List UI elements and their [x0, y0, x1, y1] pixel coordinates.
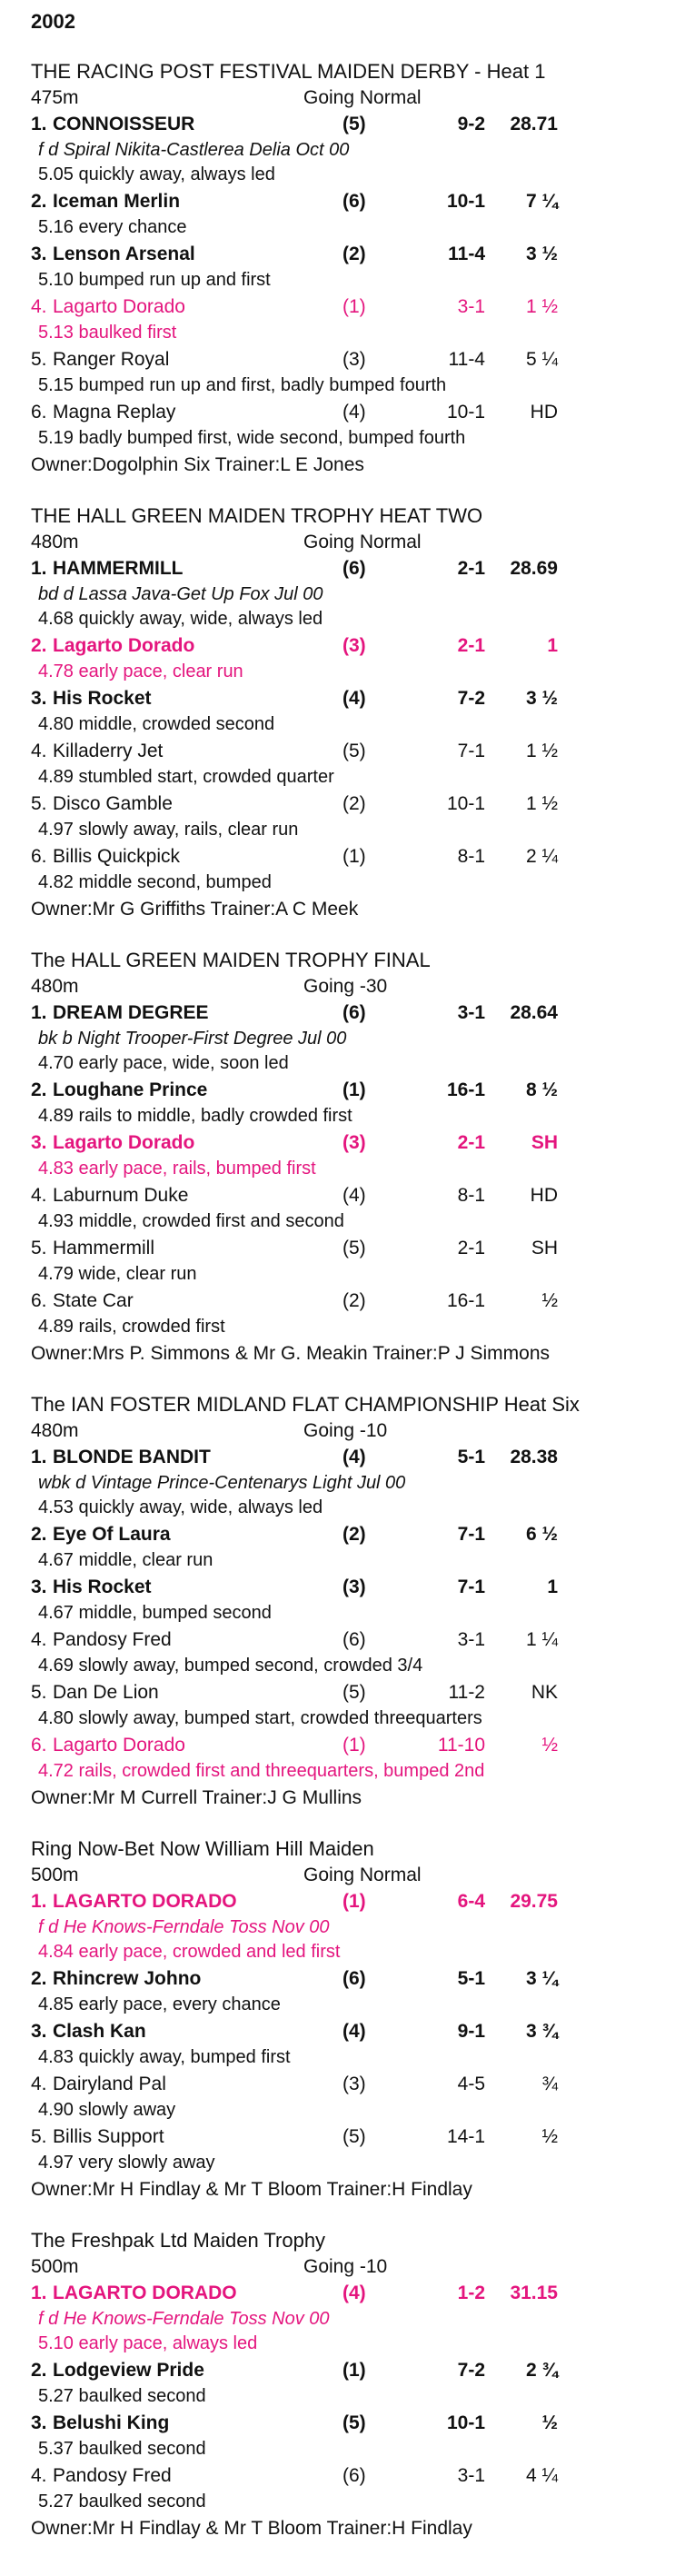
starting-price: 9-1 [457, 2021, 485, 2042]
race-title: THE RACING POST FESTIVAL MAIDEN DERBY - Heat 1 [31, 60, 546, 83]
distance-behind: 1 ½ [525, 793, 558, 814]
distance-behind: 4 ¼ [525, 2465, 558, 2486]
distance-behind: 8 ½ [525, 1079, 558, 1100]
finish-position: 2. [31, 1079, 47, 1100]
race-going: Going Normal [303, 532, 422, 552]
greyhound-name: Clash Kan [53, 2021, 146, 2042]
race-meta [31, 1863, 654, 1889]
finish-position: 5. [31, 349, 47, 370]
finish-position: 3. [31, 2412, 47, 2433]
greyhound-name: Lenson Arsenal [53, 244, 195, 264]
trap-number: (4) [342, 688, 366, 709]
sectional-comment: 5.27 baulked second [38, 2491, 206, 2511]
runner-row [31, 2019, 654, 2045]
runner-row [31, 1680, 654, 1706]
sectional-comment: 4.80 slowly away, bumped start, crowded threequarters [38, 1708, 482, 1728]
trap-number: (1) [342, 2360, 366, 2381]
starting-price: 16-1 [446, 1079, 485, 1100]
sectional-comment: 4.89 rails, crowded first [38, 1317, 225, 1337]
distance-behind: 2 ¾ [525, 2360, 558, 2381]
greyhound-name: Belushi King [53, 2412, 170, 2433]
race-block [31, 948, 654, 1368]
race-block [31, 503, 654, 923]
sectional-comment: 4.93 middle, crowded first and second [38, 1211, 344, 1231]
race-list [31, 59, 654, 2542]
runner-row [31, 1078, 654, 1104]
greyhound-name: Ranger Royal [53, 349, 170, 370]
race-title: The Freshpak Ltd Maiden Trophy [31, 2229, 326, 2252]
race-block [31, 59, 654, 479]
runner-row [31, 1575, 654, 1601]
trap-number: (4) [342, 402, 366, 423]
distance-behind: HD [530, 402, 558, 423]
finish-position: 1. [31, 2283, 47, 2303]
breeding-line: f d Spiral Nikita-Castlerea Delia Oct 00 [38, 140, 350, 160]
distance-behind: HD [530, 1185, 558, 1206]
finish-position: 2. [31, 1524, 47, 1545]
sectional-comment: 4.69 slowly away, bumped second, crowded 3/4 [38, 1656, 423, 1676]
distance-behind: ¾ [541, 2074, 558, 2094]
trap-number: (4) [342, 1185, 366, 1206]
trap-number: (6) [342, 1629, 366, 1650]
starting-price: 10-1 [446, 2412, 485, 2433]
starting-price: 3-1 [457, 2465, 485, 2486]
runner-row [31, 1966, 654, 1993]
trap-number: (2) [342, 1524, 366, 1545]
distance-behind: NK [531, 1682, 558, 1703]
distance-behind: 6 ½ [525, 1524, 558, 1545]
finish-position: 4. [31, 296, 47, 317]
finish-position: 2. [31, 2360, 47, 2381]
greyhound-name: Magna Replay [53, 402, 176, 423]
sectional-comment: 5.10 bumped run up and first [38, 270, 271, 290]
starting-price: 3-1 [457, 1002, 485, 1023]
finish-position: 1. [31, 558, 47, 579]
sectional-comment: 4.90 slowly away [38, 2100, 176, 2120]
starting-price: 7-2 [457, 688, 485, 709]
greyhound-name: Dan De Lion [53, 1682, 159, 1703]
sectional-comment: 4.97 slowly away, rails, clear run [38, 820, 299, 840]
finish-position: 1. [31, 1002, 47, 1023]
race-title: The HALL GREEN MAIDEN TROPHY FINAL [31, 949, 431, 971]
race-meta [31, 530, 654, 556]
trap-number: (5) [342, 2412, 366, 2433]
trap-number: (6) [342, 1002, 366, 1023]
trap-number: (6) [342, 191, 366, 212]
runner-row [31, 791, 654, 818]
race-distance: 480m [31, 976, 79, 997]
starting-price: 11-2 [448, 1682, 485, 1703]
race-meta [31, 85, 654, 112]
runner-row [31, 1236, 654, 1262]
distance-behind: 3 ½ [525, 244, 558, 264]
sectional-comment: 5.15 bumped run up and first, badly bumped fourth [38, 375, 447, 395]
greyhound-name: Billis Quickpick [53, 846, 181, 867]
race-block [31, 1392, 654, 1812]
sectional-comment: 4.83 quickly away, bumped first [38, 2047, 291, 2067]
greyhound-name: Disco Gamble [53, 793, 173, 814]
starting-price: 11-10 [437, 1735, 485, 1755]
starting-price: 2-1 [457, 635, 485, 656]
distance-behind: 3 ¼ [525, 1968, 558, 1989]
sectional-comment: 4.89 rails to middle, badly crowded first [38, 1106, 352, 1126]
finish-position: 2. [31, 191, 47, 212]
distance-behind: 2 ¼ [525, 846, 558, 867]
starting-price: 6-4 [457, 1891, 485, 1912]
finish-position: 4. [31, 2465, 47, 2486]
greyhound-name: Pandosy Fred [53, 2465, 172, 2486]
greyhound-name: Dairyland Pal [53, 2074, 166, 2094]
finish-position: 1. [31, 1891, 47, 1912]
trap-number: (3) [342, 635, 366, 656]
finish-position: 5. [31, 2126, 47, 2147]
starting-price: 10-1 [446, 191, 485, 212]
trap-number: (3) [342, 349, 366, 370]
starting-price: 9-2 [457, 114, 485, 134]
greyhound-name: Killaderry Jet [53, 741, 164, 761]
race-going: Going Normal [303, 87, 422, 108]
race-block [31, 1836, 654, 2203]
sectional-comment: 5.16 every chance [38, 217, 187, 237]
starting-price: 16-1 [446, 1290, 485, 1311]
breeding-line: f d He Knows-Ferndale Toss Nov 00 [38, 2309, 330, 2329]
race-going: Going -10 [303, 2256, 388, 2277]
distance-behind: 1 ½ [525, 741, 558, 761]
runner-row [31, 686, 654, 712]
trap-number: (1) [342, 1891, 366, 1912]
finish-position: 5. [31, 793, 47, 814]
runner-row [31, 1000, 654, 1027]
trap-number: (1) [342, 846, 366, 867]
winning-time: 29.75 [510, 1891, 558, 1912]
greyhound-name: Lagarto Dorado [53, 1735, 185, 1755]
starting-price: 11-4 [448, 349, 485, 370]
finish-position: 1. [31, 1447, 47, 1467]
sectional-comment: 5.37 baulked second [38, 2439, 206, 2459]
race-distance: 500m [31, 1865, 79, 1885]
greyhound-name: Loughane Prince [53, 1079, 208, 1100]
trap-number: (3) [342, 2074, 366, 2094]
distance-behind: ½ [541, 1735, 558, 1755]
starting-price: 3-1 [457, 296, 485, 317]
finish-position: 3. [31, 244, 47, 264]
winning-time: 28.71 [510, 114, 558, 134]
trap-number: (4) [342, 2021, 366, 2042]
trap-number: (6) [342, 1968, 366, 1989]
starting-price: 4-5 [457, 2074, 485, 2094]
runner-row [31, 1733, 654, 1759]
starting-price: 1-2 [457, 2283, 485, 2303]
runner-row [31, 1130, 654, 1157]
sectional-comment: 5.27 baulked second [38, 2386, 206, 2406]
starting-price: 10-1 [446, 793, 485, 814]
trap-number: (1) [342, 1079, 366, 1100]
finish-position: 2. [31, 635, 47, 656]
runner-row [31, 2124, 654, 2151]
sectional-comment: 4.85 early pace, every chance [38, 1994, 281, 2014]
starting-price: 14-1 [446, 2126, 485, 2147]
greyhound-name: His Rocket [53, 1576, 152, 1597]
sectional-comment: 4.67 middle, bumped second [38, 1603, 272, 1623]
sectional-comment: 4.83 early pace, rails, bumped first [38, 1159, 316, 1179]
trap-number: (1) [342, 296, 366, 317]
sectional-comment: 4.82 middle second, bumped [38, 872, 272, 892]
runner-row [31, 1288, 654, 1315]
finish-position: 4. [31, 741, 47, 761]
sectional-comment: 5.05 quickly away, always led [38, 164, 275, 184]
finish-position: 3. [31, 688, 47, 709]
runner-row [31, 2463, 654, 2490]
greyhound-name: Eye Of Laura [53, 1524, 171, 1545]
sectional-comment: 4.80 middle, crowded second [38, 714, 275, 734]
finish-position: 6. [31, 846, 47, 867]
starting-price: 11-4 [448, 244, 485, 264]
race-meta [31, 974, 654, 1000]
runner-row [31, 242, 654, 268]
starting-price: 8-1 [457, 1185, 485, 1206]
finish-position: 3. [31, 2021, 47, 2042]
starting-price: 7-1 [457, 1524, 485, 1545]
greyhound-name: Lagarto Dorado [53, 296, 185, 317]
year-heading: 2002 [31, 10, 75, 33]
trap-number: (4) [342, 2283, 366, 2303]
sectional-comment: 4.72 rails, crowded first and threequarters, bumped 2nd [38, 1761, 485, 1781]
finish-position: 4. [31, 1629, 47, 1650]
owner-trainer-line: Owner:Mr H Findlay & Mr T Bloom Trainer:H Findlay [31, 2518, 472, 2539]
runner-row [31, 739, 654, 765]
greyhound-name: Laburnum Duke [53, 1185, 189, 1206]
runner-row [31, 2358, 654, 2384]
greyhound-name: BLONDE BANDIT [53, 1447, 211, 1467]
greyhound-name: DREAM DEGREE [53, 1002, 209, 1023]
sectional-comment: 4.53 quickly away, wide, always led [38, 1497, 323, 1517]
greyhound-name: LAGARTO DORADO [53, 1891, 237, 1912]
greyhound-name: Iceman Merlin [53, 191, 181, 212]
starting-price: 10-1 [446, 402, 485, 423]
race-distance: 480m [31, 532, 79, 552]
trap-number: (1) [342, 1735, 366, 1755]
trap-number: (5) [342, 741, 366, 761]
winning-time: 28.69 [510, 558, 558, 579]
greyhound-name: LAGARTO DORADO [53, 2283, 237, 2303]
runner-row [31, 2072, 654, 2098]
owner-trainer-line: Owner:Dogolphin Six Trainer:L E Jones [31, 454, 364, 475]
sectional-comment: 4.89 stumbled start, crowded quarter [38, 767, 334, 787]
race-meta [31, 2254, 654, 2281]
greyhound-name: Hammermill [53, 1238, 154, 1258]
starting-price: 2-1 [457, 1238, 485, 1258]
trap-number: (5) [342, 2126, 366, 2147]
distance-behind: ½ [541, 1290, 558, 1311]
distance-behind: 3 ½ [525, 688, 558, 709]
runner-row [31, 347, 654, 373]
runner-row [31, 1522, 654, 1548]
greyhound-name: HAMMERMILL [53, 558, 184, 579]
race-going: Going Normal [303, 1865, 422, 1885]
race-distance: 475m [31, 87, 79, 108]
finish-position: 3. [31, 1576, 47, 1597]
starting-price: 7-1 [457, 741, 485, 761]
trap-number: (2) [342, 793, 366, 814]
breeding-line: bk b Night Trooper-First Degree Jul 00 [38, 1029, 347, 1049]
runner-row [31, 400, 654, 426]
trap-number: (4) [342, 1447, 366, 1467]
distance-behind: SH [531, 1238, 558, 1258]
runner-row [31, 2411, 654, 2437]
starting-price: 3-1 [457, 1629, 485, 1650]
greyhound-name: His Rocket [53, 688, 152, 709]
breeding-line: bd d Lassa Java-Get Up Fox Jul 00 [38, 584, 323, 604]
finish-position: 2. [31, 1968, 47, 1989]
finish-position: 1. [31, 114, 47, 134]
winning-time: 31.15 [510, 2283, 558, 2303]
trap-number: (5) [342, 114, 366, 134]
runner-row [31, 1627, 654, 1654]
winning-time: 28.64 [510, 1002, 558, 1023]
starting-price: 8-1 [457, 846, 485, 867]
distance-behind: SH [531, 1132, 558, 1153]
race-going: Going -10 [303, 1420, 388, 1441]
sectional-comment: 4.84 early pace, crowded and led first [38, 1942, 341, 1962]
race-title: Ring Now-Bet Now William Hill Maiden [31, 1837, 374, 1860]
distance-behind: ½ [541, 2412, 558, 2433]
greyhound-name: Lagarto Dorado [53, 1132, 195, 1153]
breeding-line: f d He Knows-Ferndale Toss Nov 00 [38, 1917, 330, 1937]
runner-row [31, 294, 654, 321]
distance-behind: 5 ¼ [525, 349, 558, 370]
trap-number: (3) [342, 1576, 366, 1597]
race-meta [31, 1418, 654, 1445]
sectional-comment: 4.70 early pace, wide, soon led [38, 1053, 289, 1073]
distance-behind: ½ [541, 2126, 558, 2147]
trap-number: (6) [342, 2465, 366, 2486]
trap-number: (3) [342, 1132, 366, 1153]
greyhound-name: Lodgeview Pride [53, 2360, 204, 2381]
runner-row [31, 1445, 654, 1471]
greyhound-name: CONNOISSEUR [53, 114, 195, 134]
starting-price: 2-1 [457, 558, 485, 579]
winning-time: 28.38 [510, 1447, 558, 1467]
owner-trainer-line: Owner:Mr H Findlay & Mr T Bloom Trainer:H Findlay [31, 2179, 472, 2200]
greyhound-name: Pandosy Fred [53, 1629, 172, 1650]
runner-row [31, 1889, 654, 1915]
greyhound-name: State Car [53, 1290, 134, 1311]
race-title: The IAN FOSTER MIDLAND FLAT CHAMPIONSHIP Heat Six [31, 1393, 580, 1416]
sectional-comment: 4.67 middle, clear run [38, 1550, 213, 1570]
starting-price: 2-1 [457, 1132, 485, 1153]
finish-position: 6. [31, 402, 47, 423]
finish-position: 4. [31, 2074, 47, 2094]
sectional-comment: 5.13 baulked first [38, 323, 177, 343]
starting-price: 5-1 [457, 1447, 485, 1467]
trap-number: (5) [342, 1682, 366, 1703]
sectional-comment: 4.78 early pace, clear run [38, 661, 243, 681]
owner-trainer-line: Owner:Mr G Griffiths Trainer:A C Meek [31, 899, 359, 920]
finish-position: 4. [31, 1185, 47, 1206]
sectional-comment: 4.97 very slowly away [38, 2153, 215, 2173]
distance-behind: 3 ¾ [525, 2021, 558, 2042]
greyhound-name: Lagarto Dorado [53, 635, 195, 656]
race-distance: 480m [31, 1420, 79, 1441]
finish-position: 3. [31, 1132, 47, 1153]
trap-number: (5) [342, 1238, 366, 1258]
sectional-comment: 5.10 early pace, always led [38, 2333, 258, 2353]
runner-row [31, 556, 654, 582]
trap-number: (6) [342, 558, 366, 579]
owner-trainer-line: Owner:Mr M Currell Trainer:J G Mullins [31, 1787, 362, 1808]
finish-position: 5. [31, 1238, 47, 1258]
starting-price: 7-1 [457, 1576, 485, 1597]
runner-row [31, 844, 654, 870]
finish-position: 6. [31, 1290, 47, 1311]
breeding-line: wbk d Vintage Prince-Centenarys Light Jul 00 [38, 1473, 406, 1493]
runner-row [31, 112, 654, 138]
runner-row [31, 2281, 654, 2307]
sectional-comment: 5.19 badly bumped first, wide second, bumped fourth [38, 428, 466, 448]
race-title: THE HALL GREEN MAIDEN TROPHY HEAT TWO [31, 504, 483, 527]
greyhound-name: Rhincrew Johno [53, 1968, 202, 1989]
race-going: Going -30 [303, 976, 388, 997]
sectional-comment: 4.79 wide, clear run [38, 1264, 197, 1284]
distance-behind: 1 ½ [525, 296, 558, 317]
trap-number: (2) [342, 244, 366, 264]
distance-behind: 1 [547, 635, 558, 656]
distance-behind: 1 [547, 1576, 558, 1597]
starting-price: 7-2 [457, 2360, 485, 2381]
finish-position: 5. [31, 1682, 47, 1703]
runner-row [31, 633, 654, 660]
owner-trainer-line: Owner:Mrs P. Simmons & Mr G. Meakin Trainer:P J Simmons [31, 1343, 551, 1364]
runner-row [31, 189, 654, 215]
distance-behind: 7 ¼ [525, 191, 558, 212]
greyhound-name: Billis Support [53, 2126, 164, 2147]
sectional-comment: 4.68 quickly away, wide, always led [38, 609, 323, 629]
finish-position: 6. [31, 1735, 47, 1755]
trap-number: (2) [342, 1290, 366, 1311]
race-distance: 500m [31, 2256, 79, 2277]
runner-row [31, 1183, 654, 1209]
race-block [31, 2228, 654, 2542]
starting-price: 5-1 [457, 1968, 485, 1989]
distance-behind: 1 ¼ [525, 1629, 558, 1650]
